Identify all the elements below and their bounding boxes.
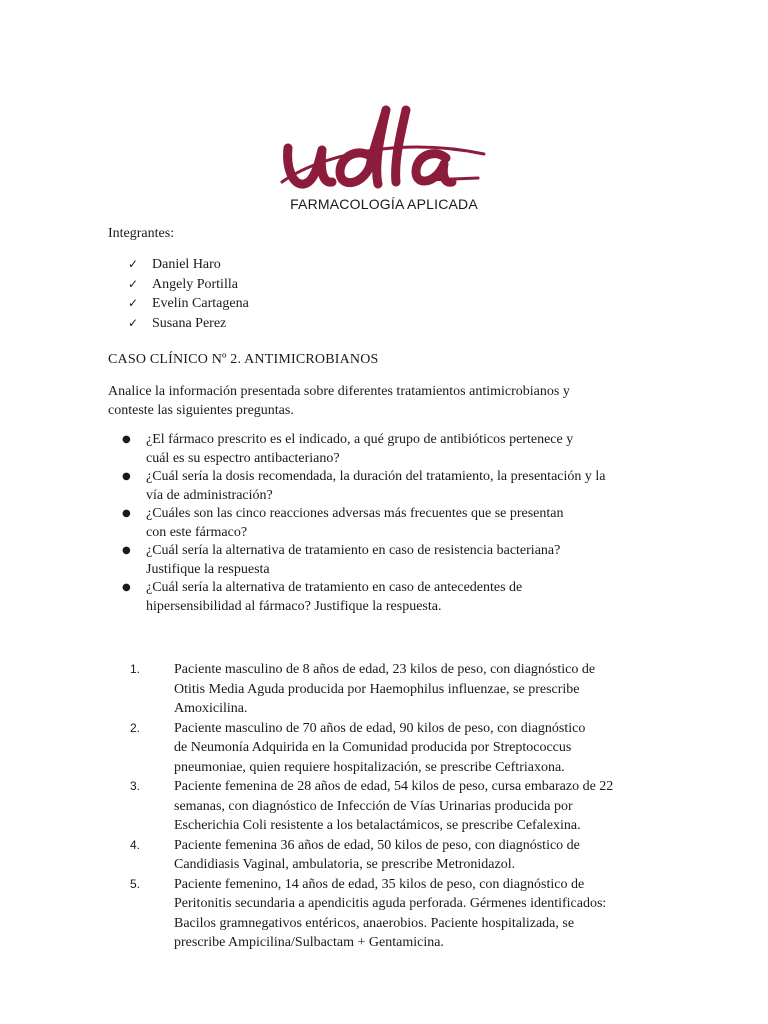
case-line: Paciente femenina de 28 años de edad, 54 kilos de peso, cursa embarazo de 22: [174, 779, 614, 794]
question-line: ¿Cuál sería la alternativa de tratamiento en caso de antecedentes de: [146, 580, 523, 595]
member-name: Angely Portilla: [152, 276, 238, 292]
member-name: Evelin Cartagena: [152, 296, 249, 311]
question-line: ¿El fármaco prescrito es el indicado, a qué grupo de antibióticos pertenece y: [146, 432, 574, 447]
checkmark-icon: ✓: [128, 315, 139, 330]
list-item: [122, 579, 652, 616]
member-name: Daniel Haro: [152, 257, 221, 272]
bullet-icon: ●: [122, 508, 131, 519]
case-line: de Neumonía Adquirida en la Comunidad producida por Streptococcus: [174, 740, 572, 755]
bullet-icon: ●: [122, 471, 131, 482]
case-line: pneumoniae, quien requiere hospitalización, se prescribe Ceftriaxona.: [174, 759, 565, 775]
list-item: [122, 431, 652, 468]
case-line: Bacilos gramnegativos entéricos, anaerobios. Paciente hospitalizada, se: [174, 915, 575, 931]
member-list: [128, 255, 249, 333]
case-line: Amoxicilina.: [174, 701, 248, 716]
member-name: Susana Perez: [152, 315, 227, 331]
list-item: [128, 275, 249, 295]
checkmark-icon: ✓: [128, 276, 139, 291]
case-line: Candidiasis Vaginal, ambulatoria, se prescribe Metronidazol.: [174, 857, 516, 872]
case-number: 1.: [130, 662, 141, 676]
list-item: [122, 777, 652, 836]
case-line: Paciente masculino de 70 años de edad, 90 kilos de peso, con diagnóstico: [174, 720, 586, 736]
question-line: ¿Cuáles son las cinco reacciones adversas más frecuentes que se presentan: [146, 506, 564, 521]
question-line: cuál es su espectro antibacteriano?: [146, 450, 340, 466]
intro-line: conteste las siguientes preguntas.: [108, 403, 294, 418]
question-line: ¿Cuál sería la alternativa de tratamiento en caso de resistencia bacteriana?: [146, 543, 561, 558]
question-line: con este fármaco?: [146, 524, 248, 540]
question-line: hipersensibilidad al fármaco? Justifique la respuesta.: [146, 598, 442, 614]
case-line: Peritonitis secundaria a apendicitis aguda perforada. Gérmenes identificados:: [174, 896, 607, 911]
case-intro: [108, 382, 648, 420]
question-line: vía de administración?: [146, 487, 273, 503]
case-number: 3.: [130, 779, 141, 793]
list-item: [122, 875, 652, 953]
list-item: [122, 660, 652, 719]
case-number: 4.: [130, 837, 141, 852]
udla-logo: [278, 96, 490, 200]
intro-line: Analice la información presentada sobre diferentes tratamientos antimicrobianos y: [108, 384, 570, 399]
list-item: [128, 294, 249, 314]
team-label: Integrantes:: [108, 226, 175, 241]
question-line: ¿Cuál sería la dosis recomendada, la duración del tratamiento, la presentación y la: [146, 469, 606, 484]
list-item: [128, 314, 249, 334]
list-item: [122, 719, 652, 778]
case-line: prescribe Ampicilina/Sulbactam + Gentamicina.: [174, 935, 444, 950]
case-title: CASO CLÍNICO Nº 2. ANTIMICROBIANOS: [108, 352, 379, 367]
patient-case-list: [122, 660, 652, 953]
bullet-icon: ●: [122, 582, 131, 593]
case-line: Paciente femenina 36 años de edad, 50 kilos de peso, con diagnóstico de: [174, 837, 580, 853]
case-number: 5.: [130, 876, 141, 891]
case-line: semanas, con diagnóstico de Infección de Vías Urinarias producida por: [174, 798, 573, 814]
case-number: 2.: [130, 720, 141, 735]
checkmark-icon: ✓: [128, 257, 139, 271]
case-line: Paciente masculino de 8 años de edad, 23 kilos de peso, con diagnóstico de: [174, 662, 596, 677]
question-list: [122, 431, 652, 616]
list-item: [122, 505, 652, 542]
checkmark-icon: ✓: [128, 296, 139, 310]
bullet-icon: ●: [122, 545, 131, 556]
case-line: Paciente femenino, 14 años de edad, 35 kilos de peso, con diagnóstico de: [174, 876, 585, 892]
bullet-icon: ●: [122, 434, 131, 445]
list-item: [128, 255, 249, 275]
list-item: [122, 468, 652, 505]
question-line: Justifique la respuesta: [146, 561, 270, 577]
list-item: [122, 542, 652, 579]
case-line: Escherichia Coli resistente a los betalactámicos, se prescribe Cefalexina.: [174, 818, 581, 833]
case-line: Otitis Media Aguda producida por Haemophilus influenzae, se prescribe: [174, 681, 580, 697]
list-item: [122, 836, 652, 875]
course-title: FARMACOLOGÍA APLICADA: [290, 196, 478, 212]
